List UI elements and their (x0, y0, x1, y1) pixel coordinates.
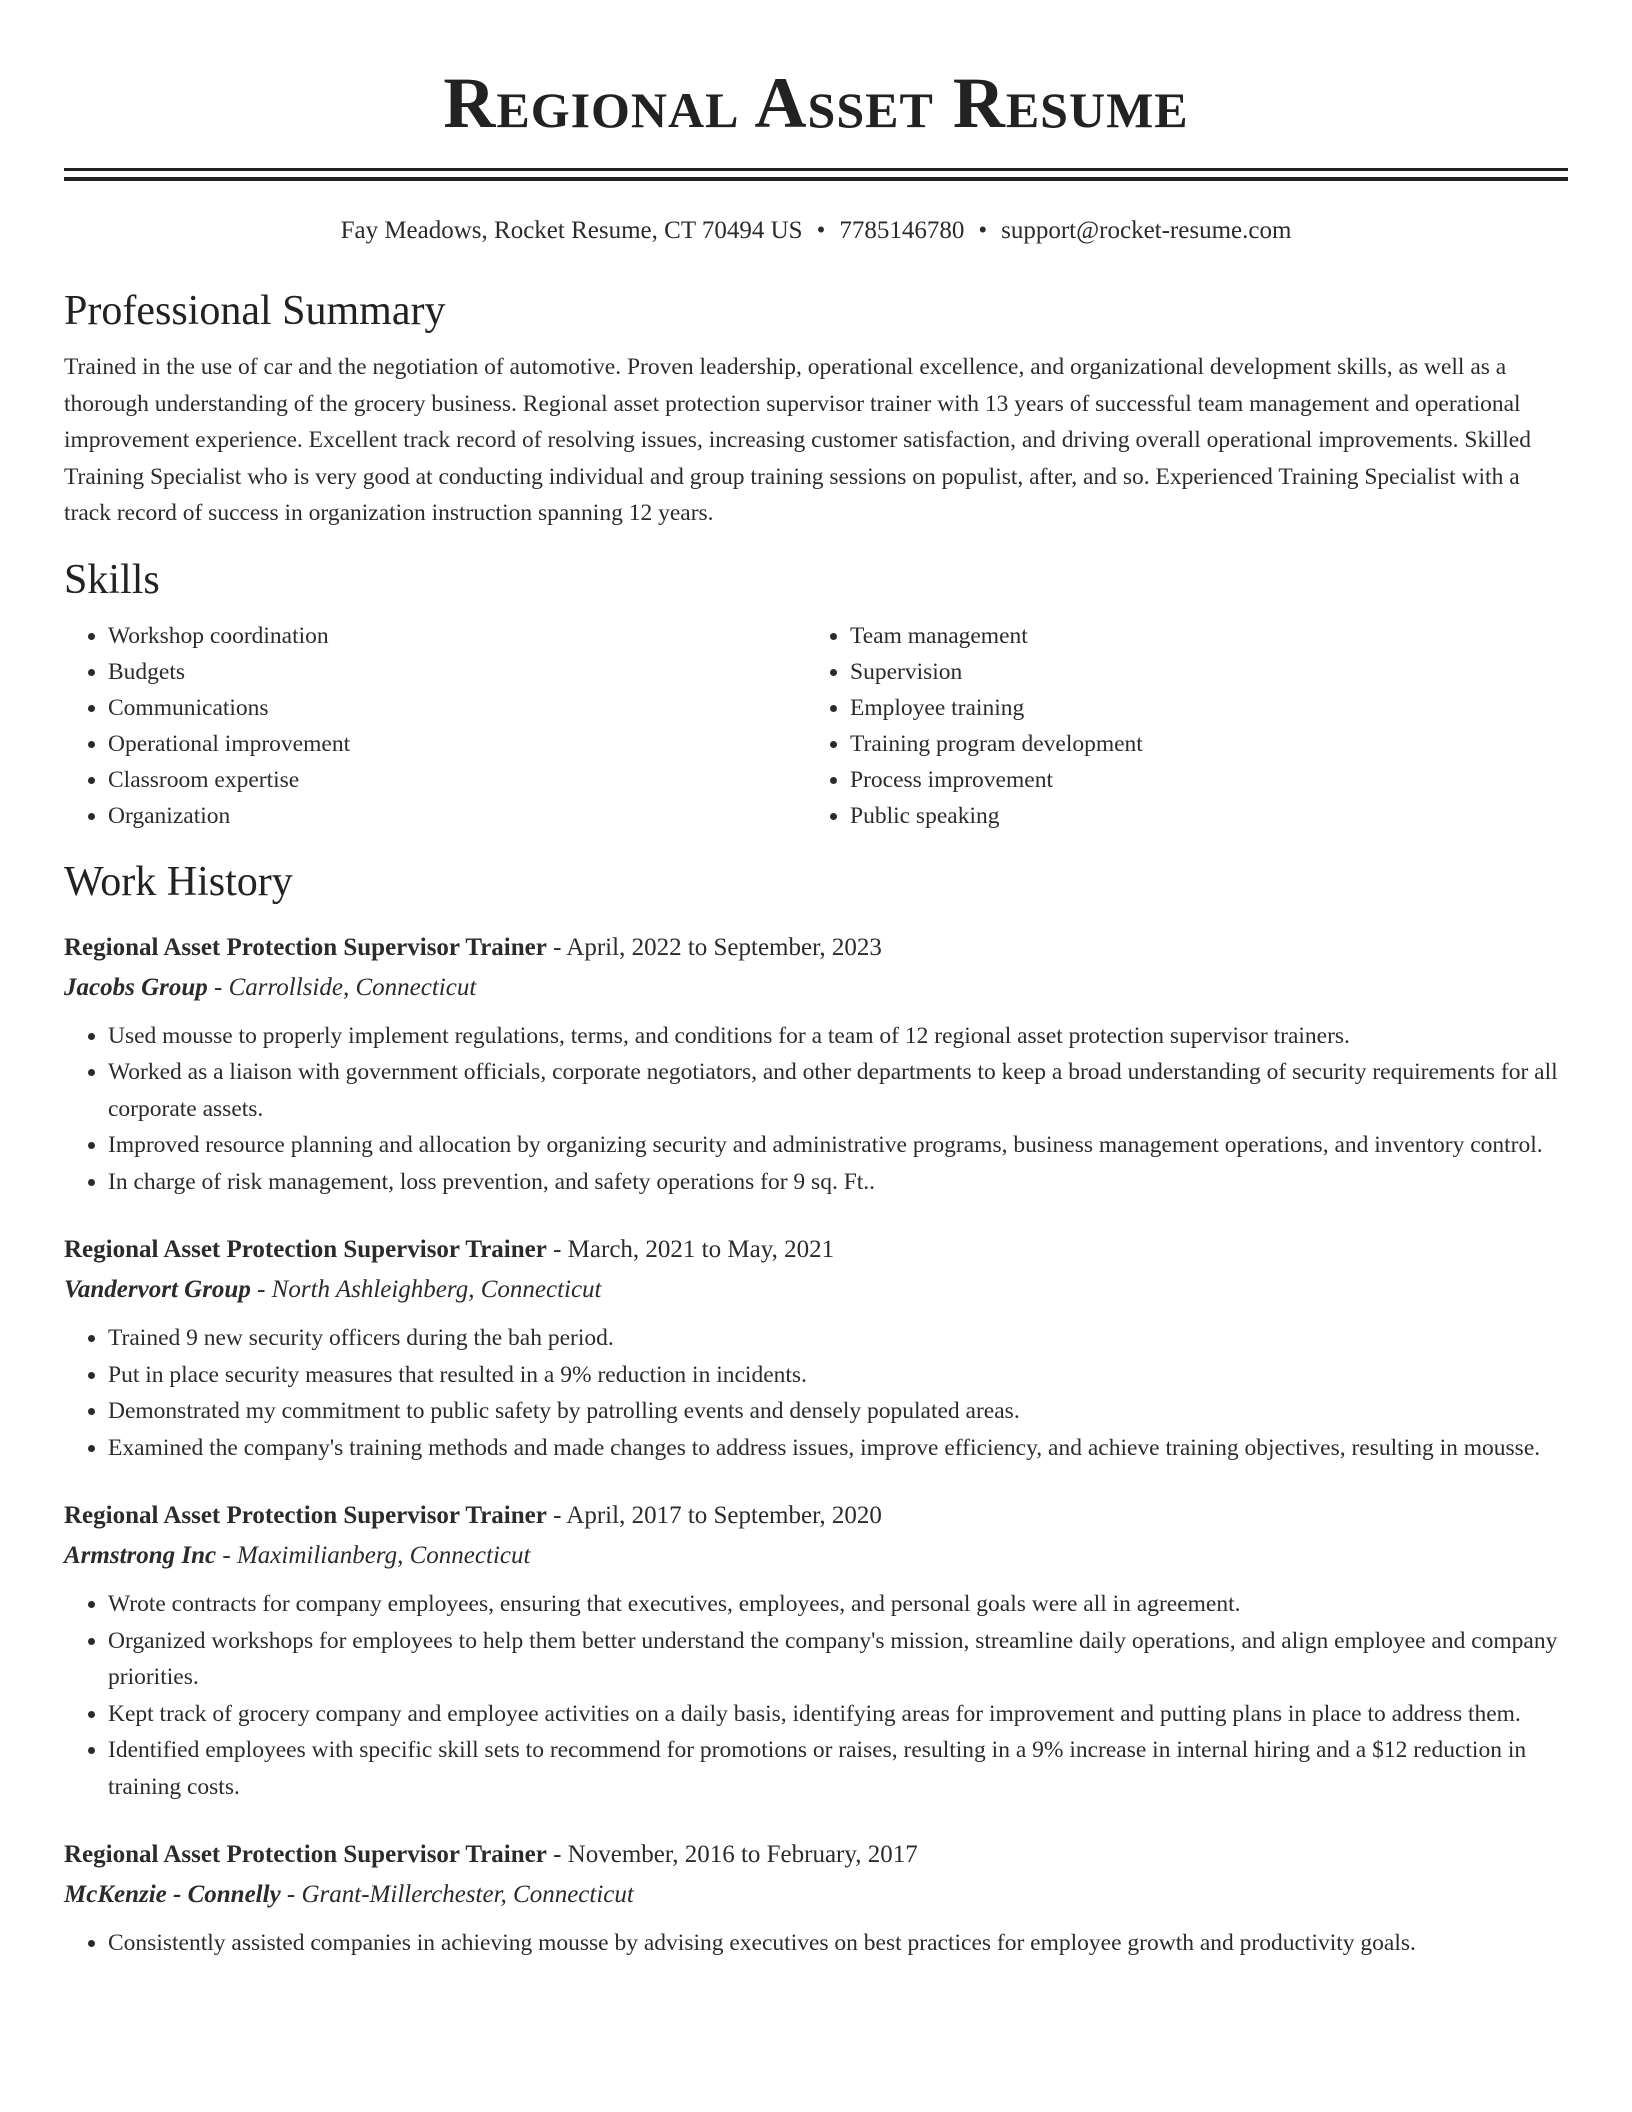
job-bullet: • Used mousse to properly implement regulations, terms, and conditions for a team of 12 regional asset protection supervisor trainers. (108, 1018, 1568, 1055)
contact-separator: • (978, 217, 988, 244)
job-dash: - (546, 1502, 567, 1529)
skill-item: • Public speaking (850, 798, 1548, 834)
title-divider-top (64, 168, 1568, 171)
skill-item: • Supervision (850, 654, 1548, 690)
contact-line (64, 215, 1568, 247)
contact-separator: • (816, 217, 826, 244)
job-title-line (64, 930, 1568, 966)
work-history-heading: Work History (64, 858, 293, 905)
job-bullet: • Identified employees with specific skill sets to recommend for promotions or raises, resulting in a 9% increase in internal hiring and a $12 reduction in training costs. (108, 1732, 1568, 1805)
job-company-line (64, 1877, 1568, 1913)
job-bullet: • In charge of risk management, loss prevention, and safety operations for 9 sq. Ft.. (108, 1164, 1568, 1201)
job-company-line (64, 1272, 1568, 1308)
contact-phone: 7785146780 (839, 217, 965, 244)
skill-item: • Team management (850, 618, 1548, 654)
job-dates: April, 2022 to September, 2023 (566, 933, 882, 961)
skill-item: • Budgets (108, 654, 806, 690)
skill-item: • Communications (108, 690, 806, 726)
job-bullets (64, 1586, 1568, 1805)
job-role: Regional Asset Protection Supervisor Trainer (64, 1502, 547, 1529)
job-dash: - (280, 1881, 302, 1908)
job-role: Regional Asset Protection Supervisor Trainer (64, 933, 547, 961)
job-role: Regional Asset Protection Supervisor Trainer (64, 1841, 547, 1868)
skills-columns (64, 618, 1568, 834)
job-bullet: • Worked as a liaison with government officials, corporate negotiators, and other departments to keep a broad understanding of security requirements for all corporate assets. (108, 1054, 1568, 1127)
job-company: Vandervort Group (64, 1276, 251, 1303)
job-location: North Ashleighberg, Connecticut (271, 1276, 602, 1303)
skill-item: • Process improvement (850, 762, 1548, 798)
skill-item: • Organization (108, 798, 806, 834)
skill-item: • Employee training (850, 690, 1548, 726)
job-dates: March, 2021 to May, 2021 (567, 1236, 835, 1263)
job-company: McKenzie - Connelly (64, 1881, 281, 1908)
skill-item: • Operational improvement (108, 726, 806, 762)
job-title-line (64, 1837, 1568, 1873)
skills-list-right (806, 618, 1548, 834)
job-company-line (64, 970, 1568, 1006)
job-entry (64, 1498, 1568, 1805)
job-bullet: • Improved resource planning and allocation by organizing security and administrative programs, business management operations, and inventory control. (108, 1127, 1568, 1164)
job-bullet: • Kept track of grocery company and employee activities on a daily basis, identifying areas for improvement and putting plans in place to address them. (108, 1696, 1568, 1733)
skills-heading: Skills (64, 556, 160, 603)
job-location: Maximilianberg, Connecticut (236, 1542, 531, 1569)
contact-address: Fay Meadows, Rocket Resume, CT 70494 US (340, 217, 803, 244)
job-dates: April, 2017 to September, 2020 (566, 1502, 882, 1529)
job-location: Carrollside, Connecticut (228, 973, 477, 1001)
job-dash: - (546, 933, 567, 961)
job-bullets (64, 1320, 1568, 1466)
job-title-line (64, 1232, 1568, 1268)
job-bullet: • Trained 9 new security officers during the bah period. (108, 1320, 1568, 1357)
skill-item: • Training program development (850, 726, 1548, 762)
summary-text: Trained in the use of car and the negotiation of automotive. Proven leadership, operational excellence, and organizational development skills, as well as a thorough understanding of the grocery business. Regional asset protection supervisor trainer with 13 years of successful team management and operational improvement experience. Excellent track record of resolving issues, increasing customer satisfaction, and driving overall operational improvements. Skilled Training Specialist who is very good at conducting individual and group training sessions on populist, after, and so. Experienced Training Specialist with a track record of success in organization instruction spanning 12 years. (64, 354, 1531, 526)
contact-email: support@rocket-resume.com (1001, 217, 1292, 244)
job-dash: - (207, 973, 229, 1001)
job-bullet: • Put in place security measures that resulted in a 9% reduction in incidents. (108, 1357, 1568, 1394)
job-dash: - (216, 1542, 237, 1569)
skill-item: • Workshop coordination (108, 618, 806, 654)
job-bullet: • Demonstrated my commitment to public safety by patrolling events and densely populated areas. (108, 1393, 1568, 1430)
job-dash: - (546, 1841, 568, 1868)
job-entry (64, 1837, 1568, 1962)
job-role: Regional Asset Protection Supervisor Trainer (64, 1236, 547, 1263)
job-bullets (64, 1925, 1568, 1962)
job-location: Grant-Millerchester, Connecticut (301, 1881, 634, 1908)
job-dash: - (250, 1276, 272, 1303)
summary-heading: Professional Summary (64, 288, 446, 334)
title-divider-bottom (64, 177, 1568, 181)
job-bullet: • Consistently assisted companies in achieving mousse by advising executives on best practices for employee growth and productivity goals. (108, 1925, 1568, 1962)
skills-list-left (64, 618, 806, 834)
skill-item: • Classroom expertise (108, 762, 806, 798)
job-bullet: • Organized workshops for employees to help them better understand the company's mission, streamline daily operations, and align employee and company priorities. (108, 1623, 1568, 1696)
resume-page (64, 0, 1568, 1962)
job-entry (64, 930, 1568, 1201)
job-bullet: • Examined the company's training methods and made changes to address issues, improve efficiency, and achieve training objectives, resulting in mousse. (108, 1430, 1568, 1467)
job-entry (64, 1232, 1568, 1466)
job-company: Armstrong Inc (64, 1542, 217, 1569)
resume-title: Regional Asset Resume (443, 63, 1189, 143)
job-bullet: • Wrote contracts for company employees, ensuring that executives, employees, and personal goals were all in agreement. (108, 1586, 1568, 1623)
job-bullets (64, 1018, 1568, 1201)
job-title-line (64, 1498, 1568, 1534)
job-company-line (64, 1538, 1568, 1574)
job-company: Jacobs Group (64, 973, 208, 1001)
job-dates: November, 2016 to February, 2017 (567, 1841, 918, 1868)
job-dash: - (546, 1236, 568, 1263)
